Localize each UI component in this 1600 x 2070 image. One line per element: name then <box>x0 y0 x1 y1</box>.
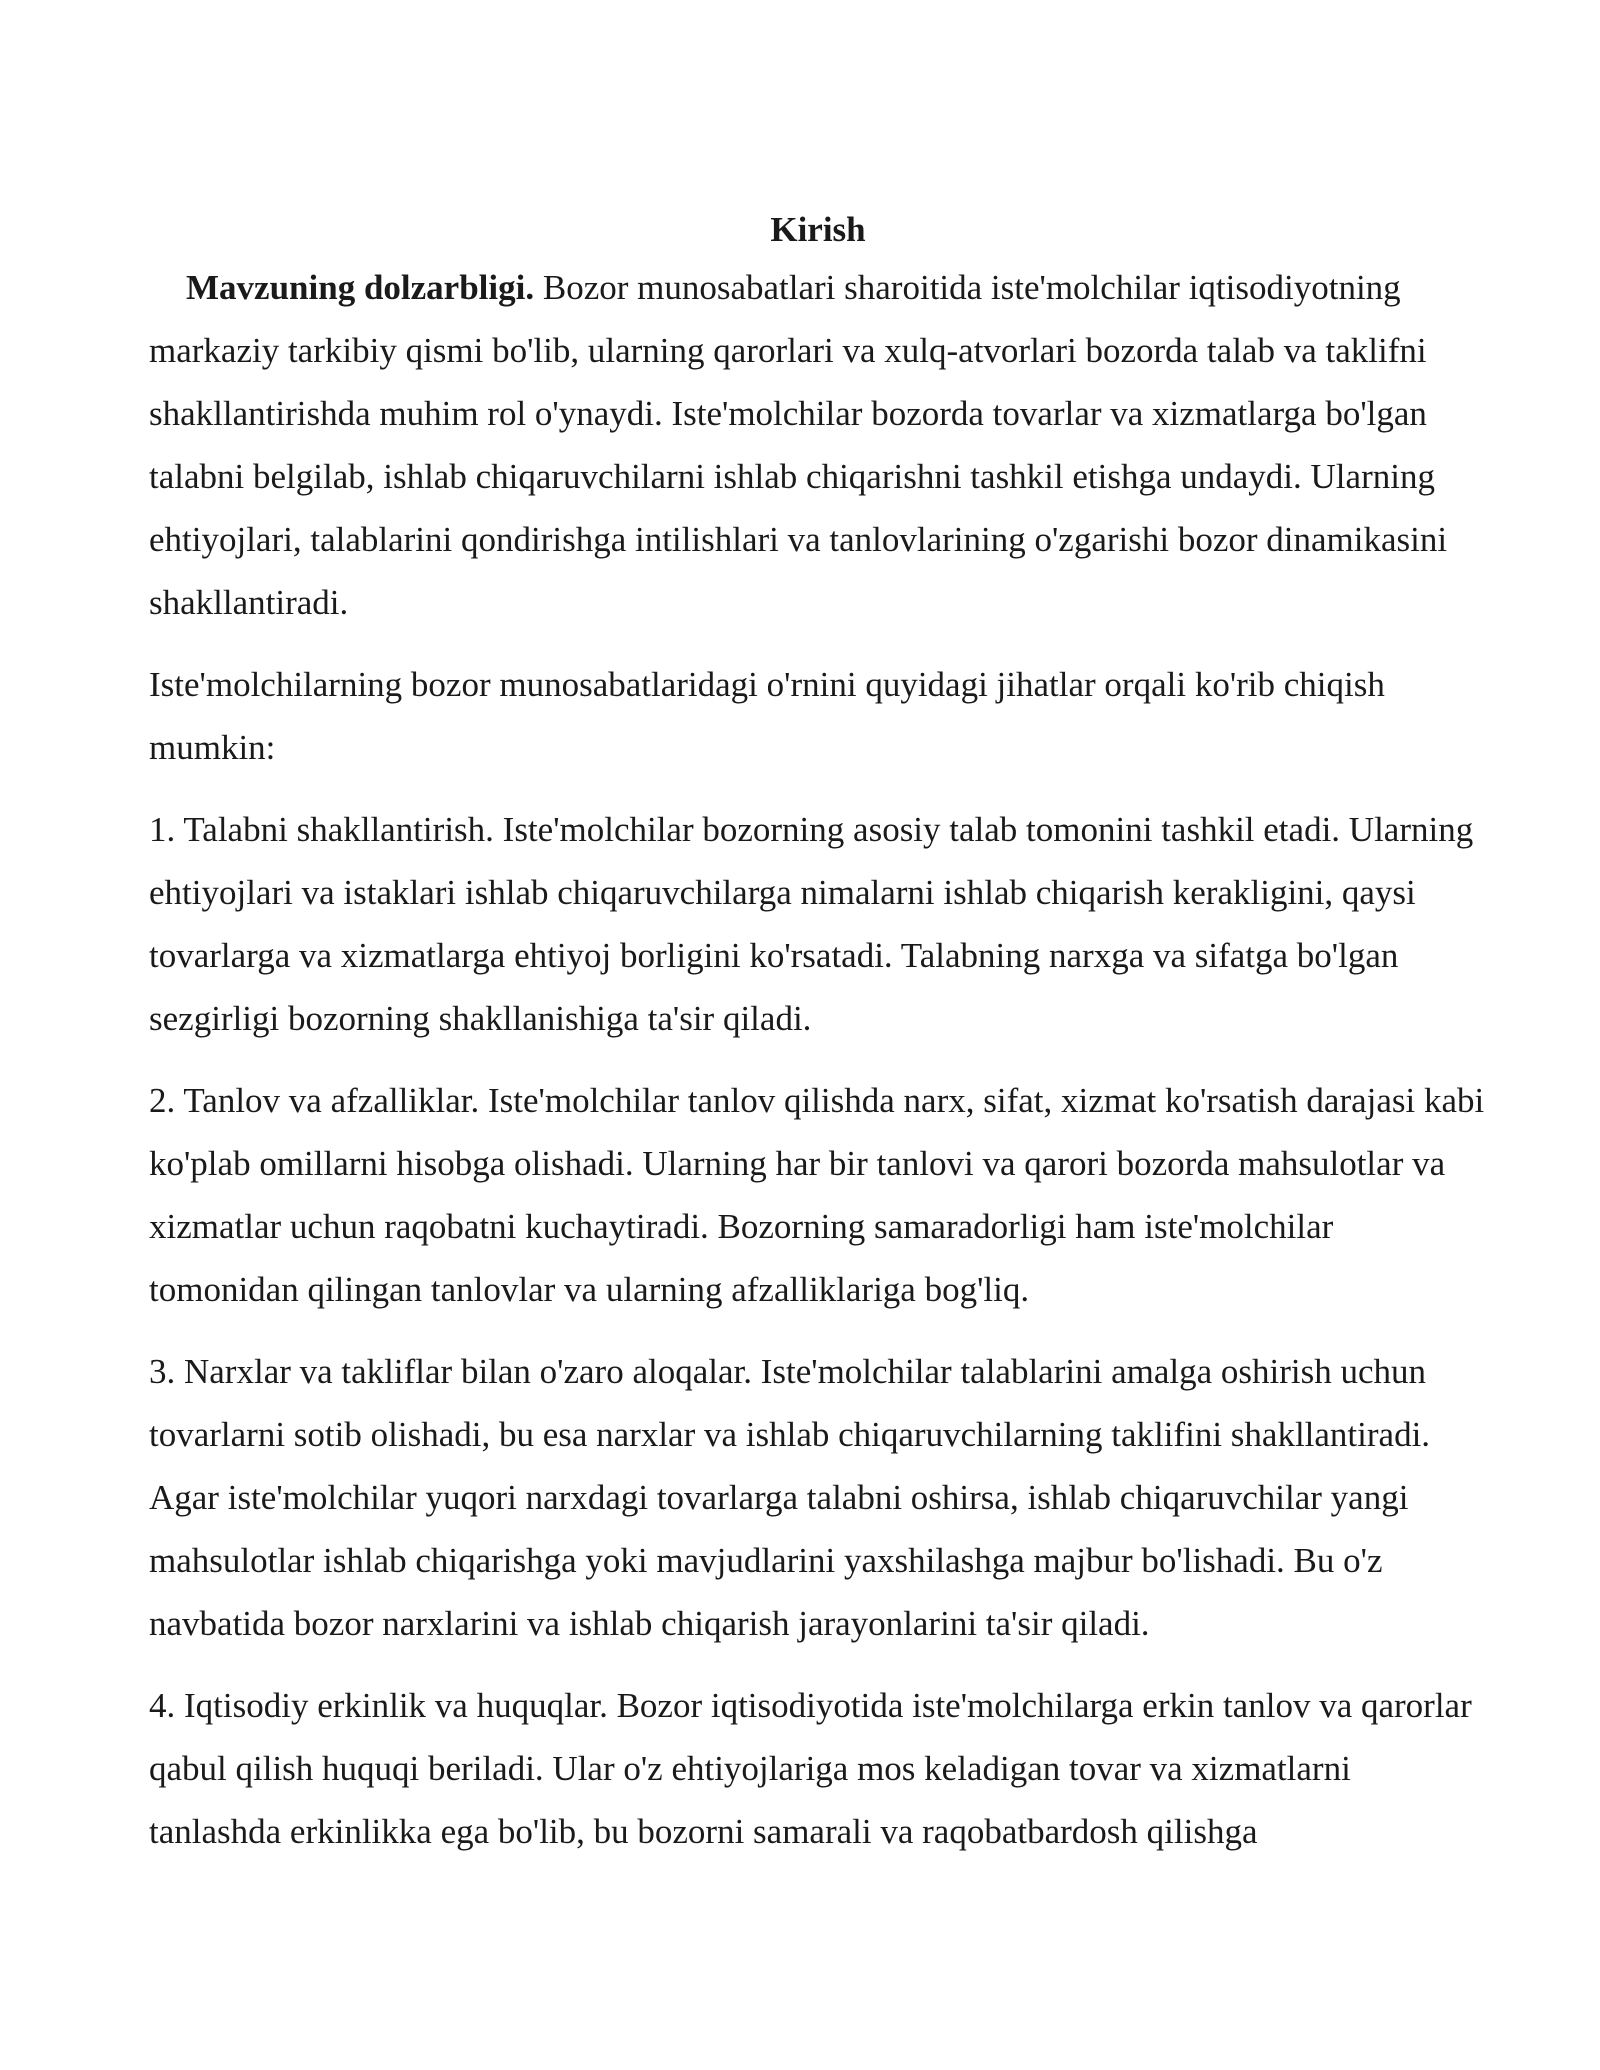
page-title: Kirish <box>770 210 866 249</box>
paragraph-overview: Iste'molchilarning bozor munosabatlaridagi o'rnini quyidagi jihatlar orqali ko'rib chiqish mumkin: <box>149 665 1385 767</box>
paragraph-item-3: 3. Narxlar va takliflar bilan o'zaro aloqalar. Iste'molchilar talablarini amalga oshirish uchun tovarlarni sotib olishadi, bu esa narxlar va ishlab chiqaruvchilarning taklifini shakllantiradi. Agar iste'molchilar yuqori narxdagi tovarlarga talabni oshirsa, ishlab chiqaruvchilar yangi mahsulotlar ishlab chiqarishga yoki mavjudlarini yaxshilashga majbur bo'lishadi. Bu o'z navbatida bozor narxlarini va ishlab chiqarish jarayonlarini ta'sir qiladi. <box>149 1352 1431 1643</box>
intro-paragraph <box>149 256 1487 634</box>
intro-lead: Mavzuning dolzarbligi. <box>186 268 535 307</box>
document-body <box>149 204 1487 1863</box>
paragraph-item-2: 2. Tanlov va afzalliklar. Iste'molchilar tanlov qilishda narx, sifat, xizmat ko'rsatish darajasi kabi ko'plab omillarni hisobga olishadi. Ularning har bir tanlovi va qarori bozorda mahsulotlar va xizmatlar uchun raqobatni kuchaytiradi. Bozorning samaradorligi ham iste'molchilar tomonidan qilingan tanlovlar va ularning afzalliklariga bog'liq. <box>149 1081 1485 1309</box>
paragraph-item-4: 4. Iqtisodiy erkinlik va huquqlar. Bozor iqtisodiyotida iste'molchilarga erkin tanlov va qarorlar qabul qilish huquqi beriladi. Ular o'z ehtiyojlariga mos keladigan tovar va xizmatlarni tanlashda erkinlikka ega bo'lib, bu bozorni samarali va raqobatbardosh qilishga <box>149 1686 1472 1851</box>
intro-text: Bozor munosabatlari sharoitida iste'molchilar iqtisodiyotning markaziy tarkibiy qismi bo'lib, ularning qarorlari va xulq-atvorlari bozorda talab va taklifni shakllantirishda muhim rol o'ynaydi. Iste'molchilar bozorda tovarlar va xizmatlarga bo'lgan talabni belgilab, ishlab chiqaruvchilarni ishlab chiqarishni tashkil etishga undaydi. Ularning ehtiyojlari, talablarini qondirishga intilishlari va tanlovlarining o'zgarishi bozor dinamikasini shakllantiradi. <box>149 268 1448 622</box>
paragraph-item-1: 1. Talabni shakllantirish. Iste'molchilar bozorning asosiy talab tomonini tashkil etadi. Ularning ehtiyojlari va istaklari ishlab chiqaruvchilarga nimalarni ishlab chiqarish kerakligini, qaysi tovarlarga va xizmatlarga ehtiyoj borligini ko'rsatadi. Talabning narxga va sifatga bo'lgan sezgirligi bozorning shakllanishiga ta'sir qiladi. <box>149 810 1474 1038</box>
